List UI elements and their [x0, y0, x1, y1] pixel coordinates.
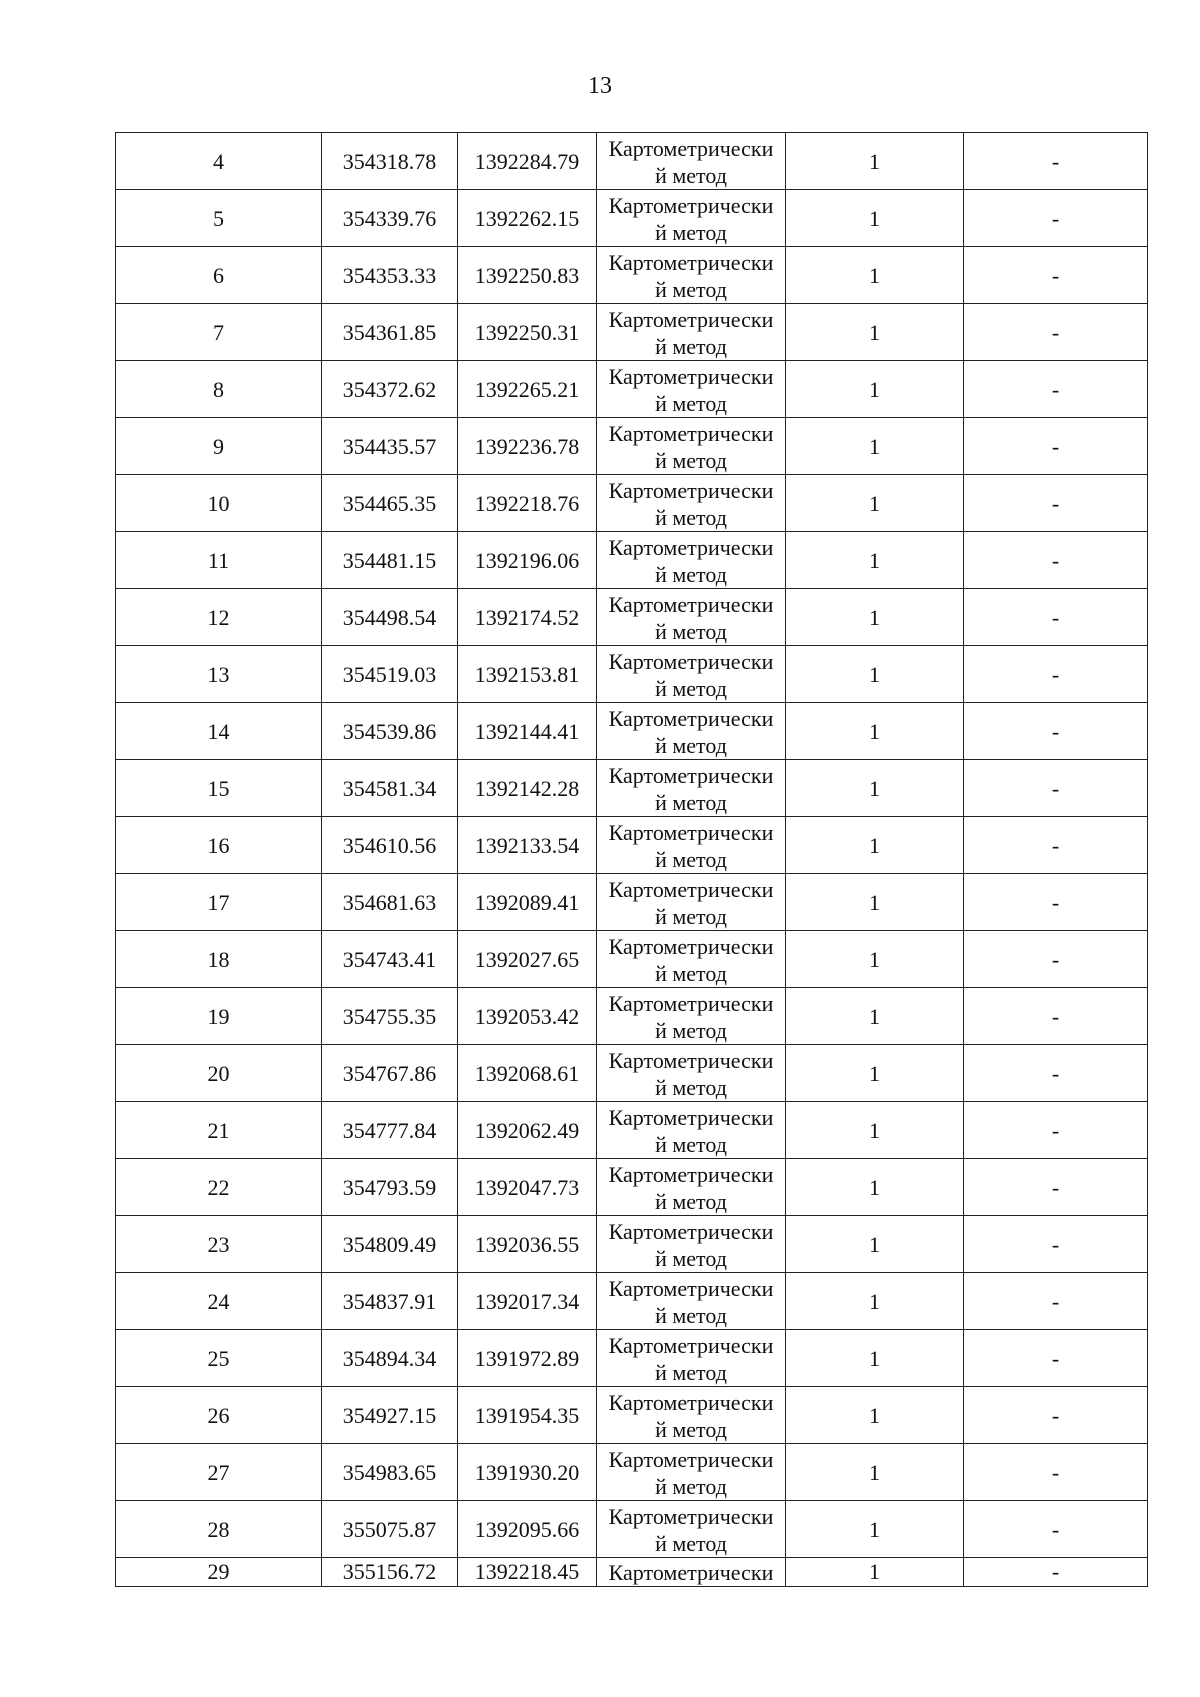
note-cell: -	[964, 1330, 1148, 1387]
method-text-line1: Картометрически	[608, 250, 774, 275]
method-cell	[597, 532, 786, 589]
method-text-line2: й метод	[655, 1360, 727, 1385]
accuracy-cell: 1	[786, 646, 964, 703]
method-text-line1: Картометрически	[608, 1447, 774, 1472]
accuracy-cell: 1	[786, 361, 964, 418]
accuracy-cell: 1	[786, 589, 964, 646]
x-coordinate-cell: 354894.34	[322, 1330, 458, 1387]
note-cell: -	[964, 988, 1148, 1045]
method-cell	[597, 988, 786, 1045]
method-text-line2: й метод	[655, 619, 727, 644]
accuracy-cell: 1	[786, 1501, 964, 1558]
note-cell: -	[964, 931, 1148, 988]
method-cell	[597, 361, 786, 418]
method-cell	[597, 247, 786, 304]
method-text-line2: й метод	[655, 733, 727, 758]
y-coordinate-cell: 1392144.41	[458, 703, 597, 760]
y-coordinate-cell: 1392027.65	[458, 931, 597, 988]
method-text-line1: Картометрически	[608, 649, 774, 674]
method-text-line2: й метод	[655, 220, 727, 245]
method-text-line2: й метод	[655, 562, 727, 587]
y-coordinate-cell: 1392017.34	[458, 1273, 597, 1330]
note-cell: -	[964, 418, 1148, 475]
point-number-cell: 15	[116, 760, 322, 817]
point-number-cell: 12	[116, 589, 322, 646]
method-cell	[597, 1444, 786, 1501]
accuracy-cell: 1	[786, 133, 964, 190]
x-coordinate-cell: 354777.84	[322, 1102, 458, 1159]
x-coordinate-cell: 355156.72	[322, 1558, 458, 1587]
method-cell	[597, 1273, 786, 1330]
point-number-cell: 7	[116, 304, 322, 361]
page-number: 13	[588, 73, 612, 99]
method-text-line1: Картометрически	[608, 877, 774, 902]
table-row	[116, 475, 1148, 532]
method-cell	[597, 1558, 786, 1587]
point-number-cell: 24	[116, 1273, 322, 1330]
table-row	[116, 418, 1148, 475]
x-coordinate-cell: 354372.62	[322, 361, 458, 418]
y-coordinate-cell: 1392218.76	[458, 475, 597, 532]
method-text-line2: й метод	[655, 277, 727, 302]
point-number-cell: 14	[116, 703, 322, 760]
x-coordinate-cell: 354339.76	[322, 190, 458, 247]
y-coordinate-cell: 1392053.42	[458, 988, 597, 1045]
table-row	[116, 817, 1148, 874]
table-row	[116, 1501, 1148, 1558]
point-number-cell: 28	[116, 1501, 322, 1558]
accuracy-cell: 1	[786, 304, 964, 361]
method-cell	[597, 589, 786, 646]
x-coordinate-cell: 354465.35	[322, 475, 458, 532]
y-coordinate-cell: 1392218.45	[458, 1558, 597, 1587]
note-cell: -	[964, 760, 1148, 817]
accuracy-cell: 1	[786, 703, 964, 760]
note-cell: -	[964, 1216, 1148, 1273]
method-cell	[597, 190, 786, 247]
x-coordinate-cell: 354353.33	[322, 247, 458, 304]
method-cell	[597, 304, 786, 361]
method-text-line1: Картометрически	[608, 478, 774, 503]
method-text-line1: Картометрически	[608, 307, 774, 332]
method-text-line2: й метод	[655, 1417, 727, 1442]
note-cell: -	[964, 361, 1148, 418]
method-text-line1: Картометрически	[608, 193, 774, 218]
method-cell	[597, 703, 786, 760]
method-text-line2: й метод	[655, 163, 727, 188]
x-coordinate-cell: 354610.56	[322, 817, 458, 874]
method-text-line2: й метод	[655, 1018, 727, 1043]
point-number-cell: 17	[116, 874, 322, 931]
accuracy-cell: 1	[786, 1444, 964, 1501]
y-coordinate-cell: 1392047.73	[458, 1159, 597, 1216]
point-number-cell: 21	[116, 1102, 322, 1159]
method-text-line1: Картометрически	[608, 1048, 774, 1073]
table-row	[116, 646, 1148, 703]
method-text-line2: й метод	[655, 904, 727, 929]
table-row	[116, 988, 1148, 1045]
y-coordinate-cell: 1391930.20	[458, 1444, 597, 1501]
y-coordinate-cell: 1392262.15	[458, 190, 597, 247]
point-number-cell: 5	[116, 190, 322, 247]
table-body	[116, 133, 1148, 1587]
accuracy-cell: 1	[786, 418, 964, 475]
x-coordinate-cell: 354837.91	[322, 1273, 458, 1330]
note-cell: -	[964, 1045, 1148, 1102]
accuracy-cell: 1	[786, 1159, 964, 1216]
method-text-line1: Картометрически	[608, 1390, 774, 1415]
x-coordinate-cell: 354519.03	[322, 646, 458, 703]
table-row	[116, 931, 1148, 988]
method-text-line1: Картометрически	[608, 1333, 774, 1358]
method-text-line1: Картометрически	[608, 1276, 774, 1301]
accuracy-cell: 1	[786, 874, 964, 931]
y-coordinate-cell: 1391972.89	[458, 1330, 597, 1387]
method-text-line1: Картометрически	[608, 421, 774, 446]
table-row	[116, 703, 1148, 760]
method-text-line1: Картометрически	[608, 1105, 774, 1130]
method-cell	[597, 817, 786, 874]
accuracy-cell: 1	[786, 1558, 964, 1587]
method-text-line1: Картометрически	[608, 1219, 774, 1244]
method-text-line2: й метод	[655, 1189, 727, 1214]
method-cell	[597, 418, 786, 475]
x-coordinate-cell: 354318.78	[322, 133, 458, 190]
point-number-cell: 16	[116, 817, 322, 874]
accuracy-cell: 1	[786, 1330, 964, 1387]
table-row	[116, 133, 1148, 190]
x-coordinate-cell: 354743.41	[322, 931, 458, 988]
x-coordinate-cell: 354927.15	[322, 1387, 458, 1444]
method-text-line1: Картометрически	[608, 535, 774, 560]
method-text-line1: Картометрически	[608, 592, 774, 617]
method-text-line2: й метод	[655, 1303, 727, 1328]
method-cell	[597, 931, 786, 988]
y-coordinate-cell: 1392196.06	[458, 532, 597, 589]
method-text-line2: й метод	[655, 334, 727, 359]
note-cell: -	[964, 532, 1148, 589]
method-text-line1: Картометрически	[608, 1560, 774, 1585]
table-row	[116, 247, 1148, 304]
y-coordinate-cell: 1392036.55	[458, 1216, 597, 1273]
table-row	[116, 1159, 1148, 1216]
method-cell	[597, 1501, 786, 1558]
point-number-cell: 22	[116, 1159, 322, 1216]
method-text-line1: Картометрически	[608, 763, 774, 788]
accuracy-cell: 1	[786, 931, 964, 988]
point-number-cell: 4	[116, 133, 322, 190]
y-coordinate-cell: 1391954.35	[458, 1387, 597, 1444]
note-cell: -	[964, 1102, 1148, 1159]
method-cell	[597, 1387, 786, 1444]
note-cell: -	[964, 1387, 1148, 1444]
point-number-cell: 11	[116, 532, 322, 589]
point-number-cell: 25	[116, 1330, 322, 1387]
x-coordinate-cell: 354755.35	[322, 988, 458, 1045]
table-row	[116, 1558, 1148, 1587]
x-coordinate-cell: 354793.59	[322, 1159, 458, 1216]
y-coordinate-cell: 1392153.81	[458, 646, 597, 703]
y-coordinate-cell: 1392068.61	[458, 1045, 597, 1102]
method-cell	[597, 1330, 786, 1387]
method-text-line1: Картометрически	[608, 364, 774, 389]
note-cell: -	[964, 589, 1148, 646]
y-coordinate-cell: 1392250.83	[458, 247, 597, 304]
method-text-line2: й метод	[655, 1075, 727, 1100]
accuracy-cell: 1	[786, 190, 964, 247]
x-coordinate-cell: 354498.54	[322, 589, 458, 646]
accuracy-cell: 1	[786, 817, 964, 874]
coordinates-table	[115, 132, 1148, 1587]
method-text-line2: й метод	[655, 790, 727, 815]
accuracy-cell: 1	[786, 1045, 964, 1102]
accuracy-cell: 1	[786, 1102, 964, 1159]
y-coordinate-cell: 1392284.79	[458, 133, 597, 190]
y-coordinate-cell: 1392250.31	[458, 304, 597, 361]
note-cell: -	[964, 703, 1148, 760]
method-text-line2: й метод	[655, 1246, 727, 1271]
table-row	[116, 361, 1148, 418]
point-number-cell: 20	[116, 1045, 322, 1102]
method-text-line2: й метод	[655, 1132, 727, 1157]
table-row	[116, 760, 1148, 817]
y-coordinate-cell: 1392062.49	[458, 1102, 597, 1159]
table-row	[116, 874, 1148, 931]
method-text-line2: й метод	[655, 448, 727, 473]
method-cell	[597, 874, 786, 931]
y-coordinate-cell: 1392265.21	[458, 361, 597, 418]
x-coordinate-cell: 354435.57	[322, 418, 458, 475]
x-coordinate-cell: 354681.63	[322, 874, 458, 931]
note-cell: -	[964, 646, 1148, 703]
y-coordinate-cell: 1392089.41	[458, 874, 597, 931]
method-text-line2: й метод	[655, 847, 727, 872]
method-text-line2: й метод	[655, 1474, 727, 1499]
method-text-line2: й метод	[655, 505, 727, 530]
method-cell	[597, 760, 786, 817]
y-coordinate-cell: 1392236.78	[458, 418, 597, 475]
method-text-line2: й метод	[655, 676, 727, 701]
table-row	[116, 532, 1148, 589]
point-number-cell: 8	[116, 361, 322, 418]
table-row	[116, 1387, 1148, 1444]
note-cell: -	[964, 1444, 1148, 1501]
method-text-line1: Картометрически	[608, 706, 774, 731]
accuracy-cell: 1	[786, 988, 964, 1045]
note-cell: -	[964, 475, 1148, 532]
accuracy-cell: 1	[786, 475, 964, 532]
method-text-line2: й метод	[655, 1531, 727, 1556]
table-row	[116, 1273, 1148, 1330]
method-text-line1: Картометрически	[608, 820, 774, 845]
accuracy-cell: 1	[786, 1273, 964, 1330]
accuracy-cell: 1	[786, 760, 964, 817]
y-coordinate-cell: 1392142.28	[458, 760, 597, 817]
method-text-line1: Картометрически	[608, 991, 774, 1016]
table-row	[116, 589, 1148, 646]
x-coordinate-cell: 354361.85	[322, 304, 458, 361]
method-cell	[597, 475, 786, 532]
note-cell: -	[964, 133, 1148, 190]
point-number-cell: 18	[116, 931, 322, 988]
method-text-line1: Картометрически	[608, 1162, 774, 1187]
point-number-cell: 10	[116, 475, 322, 532]
point-number-cell: 19	[116, 988, 322, 1045]
note-cell: -	[964, 304, 1148, 361]
note-cell: -	[964, 874, 1148, 931]
note-cell: -	[964, 817, 1148, 874]
table-row	[116, 1444, 1148, 1501]
method-text-line1: Картометрически	[608, 136, 774, 161]
table-row	[116, 1102, 1148, 1159]
table-row	[116, 1216, 1148, 1273]
point-number-cell: 23	[116, 1216, 322, 1273]
method-cell	[597, 1159, 786, 1216]
method-text-line2: й метод	[655, 961, 727, 986]
note-cell: -	[964, 1159, 1148, 1216]
table-row	[116, 1045, 1148, 1102]
table-row	[116, 190, 1148, 247]
method-text-line1: Картометрически	[608, 1504, 774, 1529]
accuracy-cell: 1	[786, 1216, 964, 1273]
accuracy-cell: 1	[786, 1387, 964, 1444]
y-coordinate-cell: 1392174.52	[458, 589, 597, 646]
point-number-cell: 9	[116, 418, 322, 475]
method-cell	[597, 646, 786, 703]
method-cell	[597, 1102, 786, 1159]
note-cell: -	[964, 247, 1148, 304]
x-coordinate-cell: 354539.86	[322, 703, 458, 760]
method-text-line1: Картометрически	[608, 934, 774, 959]
accuracy-cell: 1	[786, 532, 964, 589]
x-coordinate-cell: 354767.86	[322, 1045, 458, 1102]
point-number-cell: 13	[116, 646, 322, 703]
note-cell: -	[964, 190, 1148, 247]
point-number-cell: 6	[116, 247, 322, 304]
x-coordinate-cell: 354809.49	[322, 1216, 458, 1273]
method-text-line2: й метод	[655, 391, 727, 416]
method-cell	[597, 1045, 786, 1102]
method-cell	[597, 1216, 786, 1273]
table-row	[116, 304, 1148, 361]
table-row	[116, 1330, 1148, 1387]
x-coordinate-cell: 354481.15	[322, 532, 458, 589]
x-coordinate-cell: 355075.87	[322, 1501, 458, 1558]
y-coordinate-cell: 1392133.54	[458, 817, 597, 874]
x-coordinate-cell: 354983.65	[322, 1444, 458, 1501]
y-coordinate-cell: 1392095.66	[458, 1501, 597, 1558]
note-cell: -	[964, 1501, 1148, 1558]
accuracy-cell: 1	[786, 247, 964, 304]
note-cell: -	[964, 1558, 1148, 1587]
method-cell	[597, 133, 786, 190]
point-number-cell: 29	[116, 1558, 322, 1587]
point-number-cell: 26	[116, 1387, 322, 1444]
x-coordinate-cell: 354581.34	[322, 760, 458, 817]
note-cell: -	[964, 1273, 1148, 1330]
point-number-cell: 27	[116, 1444, 322, 1501]
